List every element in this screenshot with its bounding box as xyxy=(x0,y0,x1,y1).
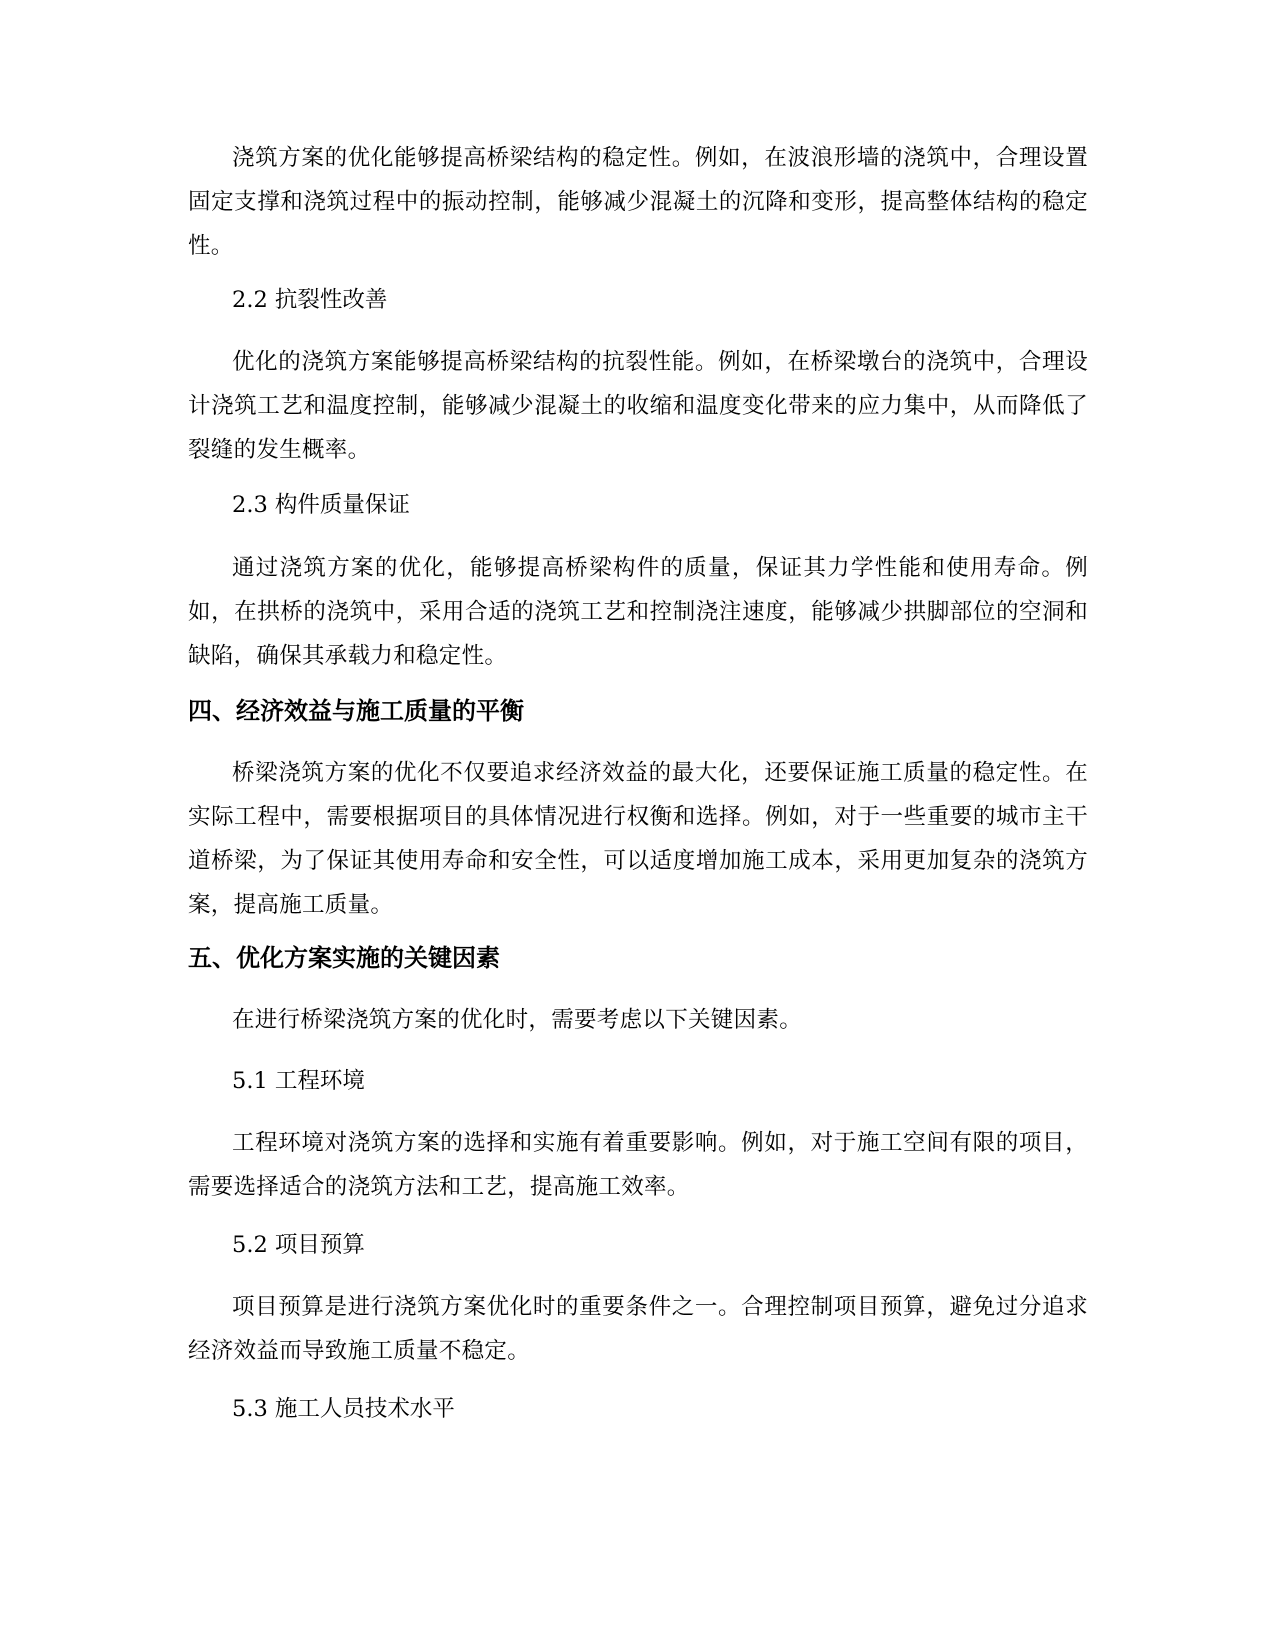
paragraph-crack-resistance: 优化的浇筑方案能够提高桥梁结构的抗裂性能。例如，在桥梁墩台的浇筑中，合理设计浇筑工艺和温度控制，能够减少混凝土的收缩和温度变化带来的应力集中，从而降低了裂缝的发生概率。 xyxy=(188,349,1088,463)
paragraph-budget: 项目预算是进行浇筑方案优化时的重要条件之一。合理控制项目预算，避免过分追求经济效益而导致施工质量不稳定。 xyxy=(188,1294,1088,1364)
paragraph-balance: 桥梁浇筑方案的优化不仅要追求经济效益的最大化，还要保证施工质量的稳定性。在实际工程中，需要根据项目的具体情况进行权衡和选择。例如，对于一些重要的城市主干道桥梁，为了保证其使用寿命和安全性，可以适度增加施工成本，采用更加复杂的浇筑方案，提高施工质量。 xyxy=(188,760,1088,918)
paragraph-environment: 工程环境对浇筑方案的选择和实施有着重要影响。例如，对于施工空间有限的项目，需要选择适合的浇筑方法和工艺，提高施工效率。 xyxy=(188,1130,1088,1200)
paragraph-component-quality: 通过浇筑方案的优化，能够提高桥梁构件的质量，保证其力学性能和使用寿命。例如，在拱桥的浇筑中，采用合适的浇筑工艺和控制浇注速度，能够减少拱脚部位的空洞和缺陷，确保其承载力和稳定性。 xyxy=(188,555,1088,669)
subheading-2-2: 2.2 抗裂性改善 xyxy=(232,287,388,313)
section-heading-4: 四、经济效益与施工质量的平衡 xyxy=(188,697,524,725)
paragraph-key-factors-intro: 在进行桥梁浇筑方案的优化时，需要考虑以下关键因素。 xyxy=(232,1007,803,1033)
subheading-5-1: 5.1 工程环境 xyxy=(232,1068,365,1094)
subheading-5-2: 5.2 项目预算 xyxy=(232,1232,365,1258)
subheading-5-3: 5.3 施工人员技术水平 xyxy=(232,1396,455,1422)
section-heading-5: 五、优化方案实施的关键因素 xyxy=(188,944,500,972)
paragraph-stability: 浇筑方案的优化能够提高桥梁结构的稳定性。例如，在波浪形墙的浇筑中，合理设置固定支撑和浇筑过程中的振动控制，能够减少混凝土的沉降和变形，提高整体结构的稳定性。 xyxy=(188,145,1088,259)
subheading-2-3: 2.3 构件质量保证 xyxy=(232,492,410,518)
